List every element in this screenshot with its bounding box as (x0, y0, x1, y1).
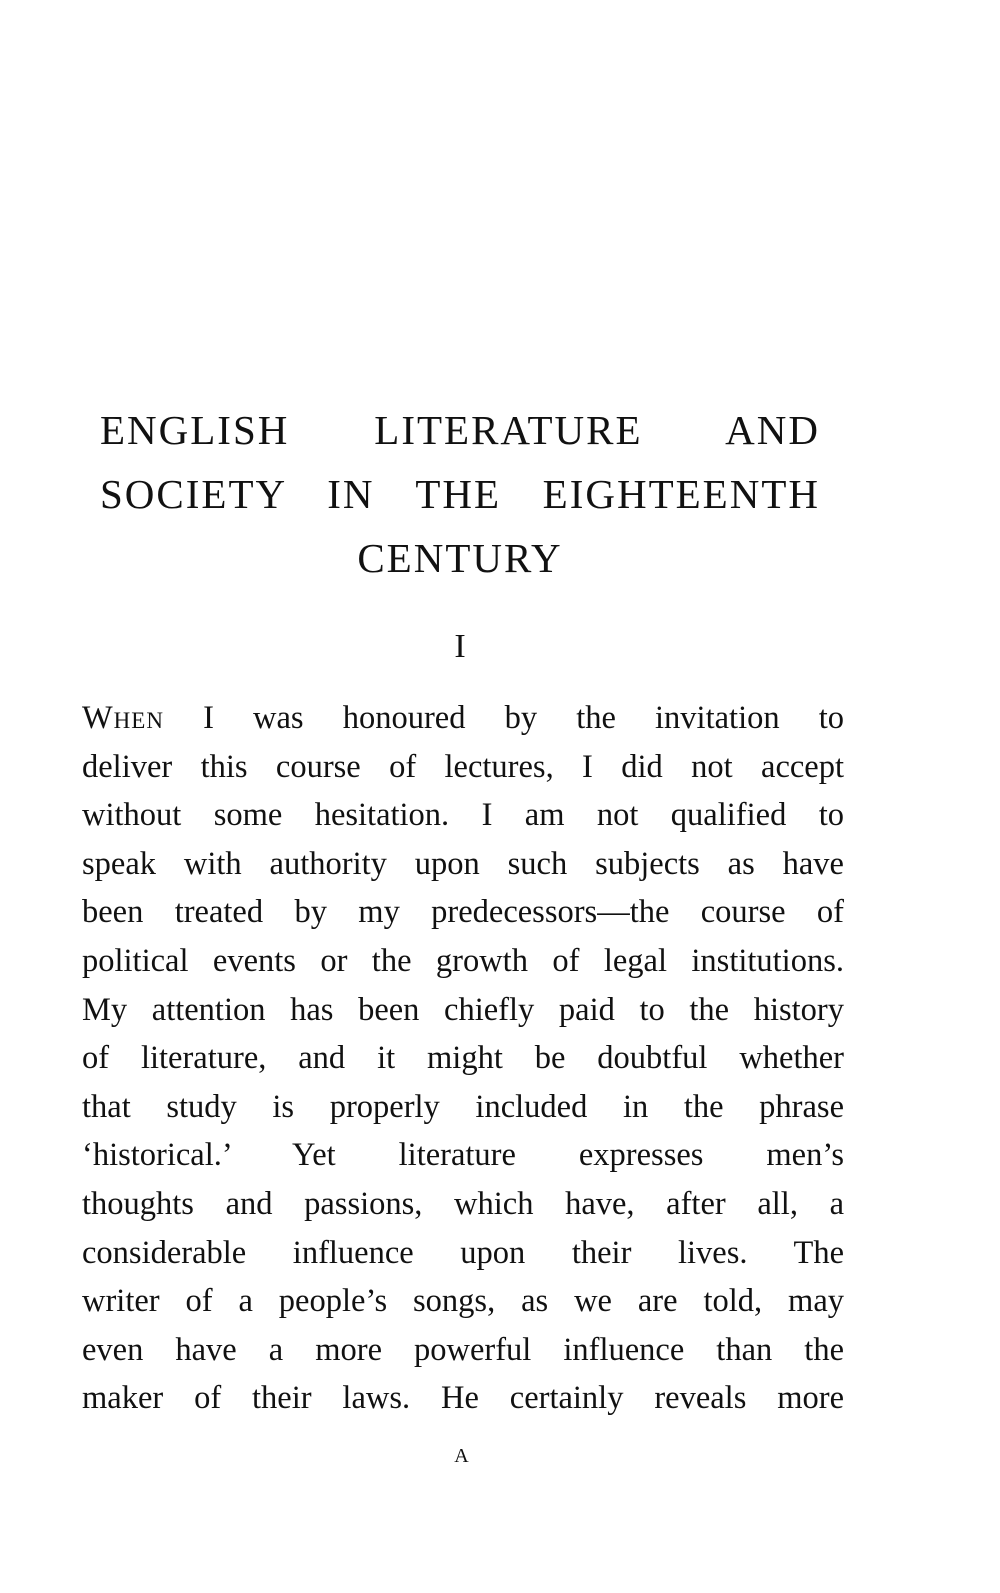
body-paragraph (82, 694, 844, 1423)
body-line-10: ‘historical.’ Yet literature expresses men’s (82, 1137, 844, 1174)
title-line-2: SOCIETY IN THE EIGHTEENTH (100, 471, 820, 517)
body-line-7: My attention has been chiefly paid to the history (82, 991, 844, 1028)
body-line-3: without some hesitation. I am not qualified to (82, 797, 844, 834)
body-line-9: that study is properly included in the phrase (82, 1088, 844, 1125)
body-line-5: been treated by my predecessors—the course of (82, 894, 844, 931)
body-line-8: of literature, and it might be doubtful whether (82, 1040, 844, 1077)
title-line-1: ENGLISH LITERATURE AND (100, 407, 820, 453)
body-line-2: deliver this course of lectures, I did not accept (82, 748, 844, 785)
body-line-6: political events or the growth of legal institutions. (82, 942, 844, 979)
chapter-title (100, 398, 820, 590)
signature-mark: A (454, 1445, 470, 1467)
section-numeral: I (454, 628, 466, 665)
body-line-1-text: I was honoured by the invitation to (163, 700, 844, 736)
title-line-3: CENTURY (357, 535, 563, 581)
body-line-4: speak with authority upon such subjects as have (82, 845, 844, 882)
body-line-12: considerable influence upon their lives. The (82, 1234, 844, 1271)
body-line-1 (82, 694, 844, 743)
opening-word: When (82, 700, 164, 736)
body-line-13: writer of a people’s songs, as we are told, may (82, 1283, 844, 1320)
body-line-15: maker of their laws. He certainly reveals more (82, 1380, 844, 1417)
body-line-14: even have a more powerful influence than the (82, 1331, 844, 1368)
body-line-11: thoughts and passions, which have, after all, a (82, 1185, 844, 1222)
